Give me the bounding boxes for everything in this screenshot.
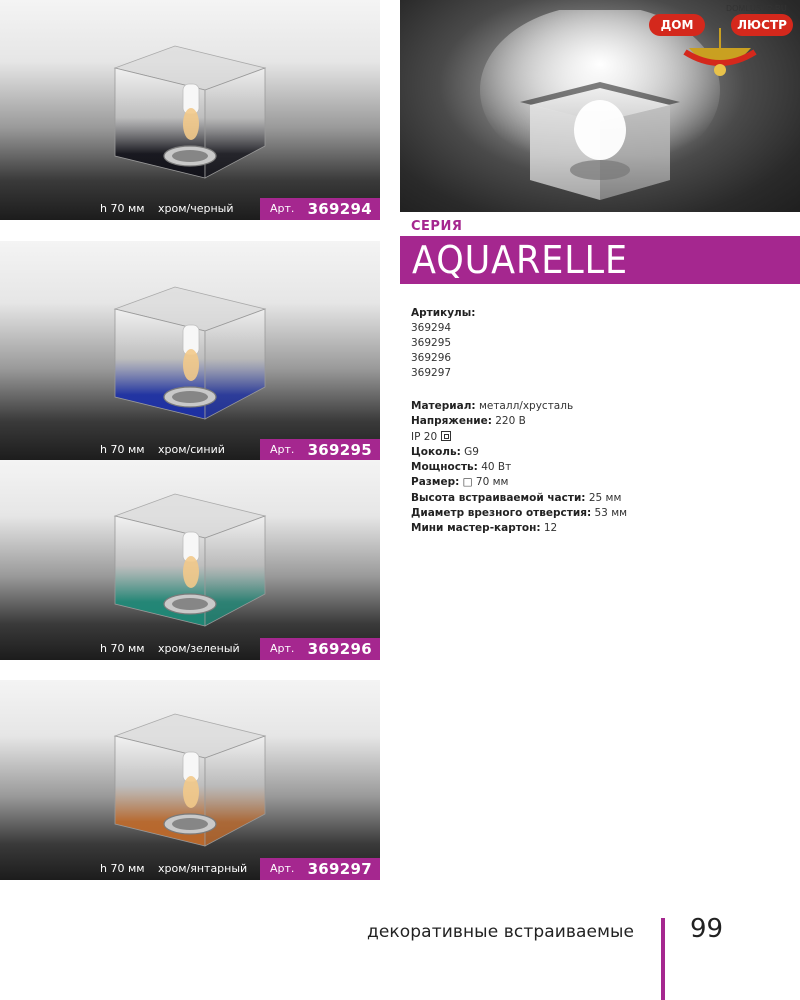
spec-value: G9 [464,445,479,458]
product-caption [0,638,380,660]
product-height: h 70 мм [100,443,145,456]
spec-value: металл/хрусталь [478,400,574,412]
spec-label: Материал: [411,400,476,412]
spec-label: Цоколь: [411,445,461,458]
brand-logo [645,4,795,84]
article-list-item: 369296 [411,352,452,364]
article-list-item: 369297 [411,367,452,379]
spec-value: 40 Вт [481,461,512,474]
product-finish: хром/синий [158,443,225,456]
spec-value: IP 20 [411,430,438,443]
article-label: Арт. [270,443,295,456]
product-height: h 70 мм [100,202,145,215]
article-label: Арт. [270,642,295,655]
spec-socket [411,445,791,460]
series-banner [400,236,800,284]
series-label: СЕРИЯ [411,219,463,234]
spec-voltage [411,414,791,429]
spec-label: Мощность: [411,461,478,474]
article-badge [260,439,380,461]
article-list-title: Артикулы: [411,307,476,319]
product-caption [0,858,380,880]
ip-rating-icon [441,431,451,441]
specifications [411,306,791,537]
article-label: Арт. [270,202,295,215]
footer-divider [661,918,665,1000]
page-number: 99 [690,914,724,944]
product-caption [0,198,380,220]
spec-value: 12 [543,522,558,535]
spec-value: 25 мм [588,491,622,504]
product-tile-369295 [0,241,380,461]
product-finish: хром/зеленый [158,642,240,655]
spec-label: Мини мастер-картон: [411,522,541,535]
brand-url: DOMLUSTR.RU [726,4,787,13]
series-name: AQUARELLE [412,238,629,282]
brand-word-right: ЛЮСТР [731,14,793,36]
article-number: 369297 [307,860,372,878]
spotlight-cube-image [95,28,285,188]
spotlight-cube-image [95,269,285,429]
article-badge [260,198,380,220]
article-label: Арт. [270,862,295,875]
article-number: 369294 [307,200,372,218]
product-tile-369297 [0,680,380,880]
category-footer: декоративные встраиваемые [367,922,635,942]
spec-label: Диаметр врезного отверстия: [411,507,592,520]
product-finish: хром/янтарный [158,862,248,875]
product-height: h 70 мм [100,642,145,655]
article-list-item: 369295 [411,337,452,349]
spotlight-cube-image [95,696,285,856]
spec-size [411,475,791,490]
product-tile-369296 [0,460,380,660]
spec-value: 53 мм [594,507,628,520]
spec-power [411,460,791,475]
spec-embed-height [411,491,791,506]
spec-label: Высота встраиваемой части: [411,491,586,504]
spec-material [411,399,791,414]
spec-carton [411,521,791,536]
article-badge [260,638,380,660]
article-number: 369296 [307,640,372,658]
product-caption [0,439,380,461]
spec-hole-diameter [411,506,791,521]
article-number: 369295 [307,441,372,459]
article-list-item: 369294 [411,322,452,334]
spotlight-cube-image [95,476,285,636]
spec-label: Размер: [411,476,460,489]
product-tile-369294 [0,0,380,220]
spec-ip [411,430,791,445]
spec-label: Напряжение: [411,415,492,428]
spec-table [411,399,791,537]
spec-value: □ 70 мм [462,476,509,489]
spec-value: 220 В [495,415,526,428]
brand-word-left: ДОМ [649,14,705,36]
product-height: h 70 мм [100,862,145,875]
article-badge [260,858,380,880]
article-list [411,306,791,381]
product-finish: хром/черный [158,202,234,215]
